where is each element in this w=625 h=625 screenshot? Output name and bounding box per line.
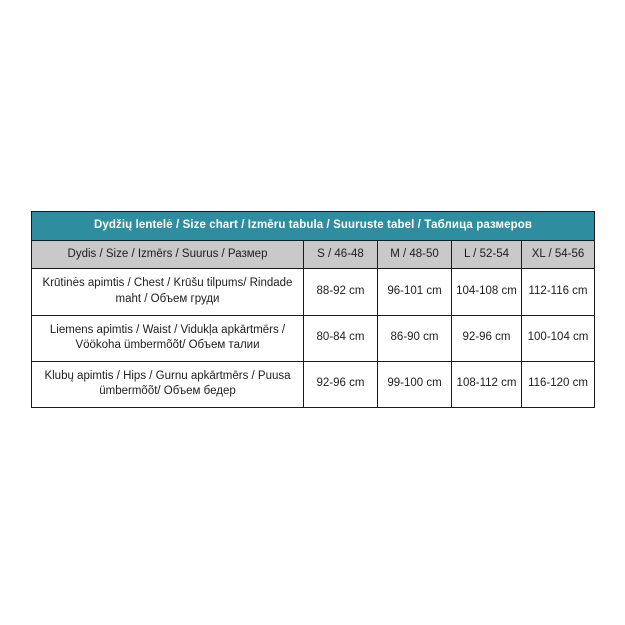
row-label-waist: Liemens apimtis / Waist / Vidukļa apkārtmērs / Vöökoha ümbermõõt/ Объем талии xyxy=(32,315,304,361)
waist-m-value: 86-90 cm xyxy=(378,315,452,361)
chest-xl-value: 112-116 cm xyxy=(522,269,595,315)
size-chart-table xyxy=(31,211,595,407)
row-label-chest: Krūtinės apimtis / Chest / Krūšu tilpums/ Rindade maht / Объем груди xyxy=(32,269,304,315)
hips-m-value: 99-100 cm xyxy=(378,361,452,407)
table-row xyxy=(32,269,595,315)
hips-s-value: 92-96 cm xyxy=(304,361,378,407)
table-title: Dydžių lentelė / Size chart / Izmēru tabula / Suuruste tabel / Таблица размеров xyxy=(32,212,595,241)
header-size-xl: XL / 54-56 xyxy=(522,240,595,269)
waist-xl-value: 100-104 cm xyxy=(522,315,595,361)
header-size-m: M / 48-50 xyxy=(378,240,452,269)
waist-l-value: 92-96 cm xyxy=(452,315,522,361)
chest-l-value: 104-108 cm xyxy=(452,269,522,315)
table-title-row xyxy=(32,212,595,241)
table-row xyxy=(32,361,595,407)
header-size-l: L / 52-54 xyxy=(452,240,522,269)
row-label-hips: Klubų apimtis / Hips / Gurnu apkārtmērs / Puusa ümbermõõt/ Объем бедер xyxy=(32,361,304,407)
table-header-row xyxy=(32,240,595,269)
chest-m-value: 96-101 cm xyxy=(378,269,452,315)
header-size-s: S / 46-48 xyxy=(304,240,378,269)
header-label-cell: Dydis / Size / Izmērs / Suurus / Размер xyxy=(32,240,304,269)
chest-s-value: 88-92 cm xyxy=(304,269,378,315)
table-row xyxy=(32,315,595,361)
waist-s-value: 80-84 cm xyxy=(304,315,378,361)
hips-l-value: 108-112 cm xyxy=(452,361,522,407)
size-chart-container xyxy=(31,211,594,407)
hips-xl-value: 116-120 cm xyxy=(522,361,595,407)
